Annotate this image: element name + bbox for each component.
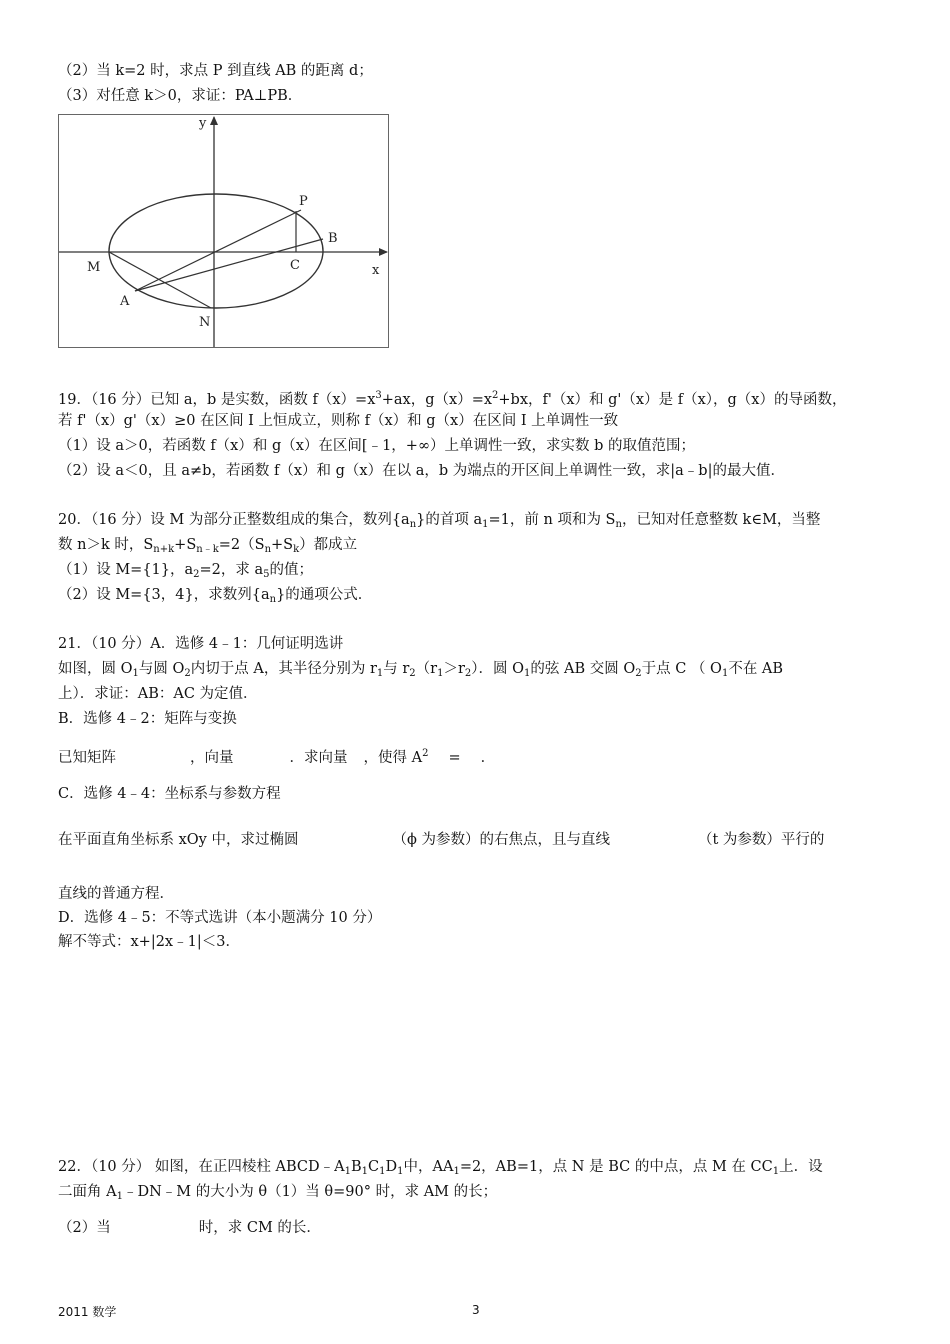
label-P: P [299,194,308,209]
q21-a-line1: 如图，圆 $O_1$与圆 $O_2$内切于点 A，其半径分别为 $r_1$与 $r_2(r_1>r_2)$．圆 $O_1$的弦 AB 交圆 $O_2$于点 C （ $O_1$不在 AB [58,661,784,679]
q21-c-line2: 直线的普通方程． [58,886,174,902]
q21-d-title: D．选修 4﹣5：不等式选讲（本小题满分 10 分） [58,910,382,926]
label-B: B [328,231,338,246]
label-C: C [290,258,300,273]
q21-d-line: 解不等式：x+|2x﹣1|＜3． [58,934,240,950]
label-M: M [87,260,101,275]
q22-line1: 22．（10 分） 如图，在正四棱柱 $ABCD﹣A_1B_1C_1D_1$中，$AA_1=2$，AB=1，点 N 是 BC 的中点，点 M 在 $CC_1$上．设 [58,1159,823,1177]
q19-part2: （2）设 a＜0，且 a≠b，若函数 f（x）和 g（x）在以 a，b 为端点的开区间上单调性一致，求|a﹣b|的最大值． [58,463,785,479]
q18-part2: （2）当 k=2 时，求点 P 到直线 AB 的距离 d； [58,63,373,79]
label-N: N [199,315,211,330]
q19-part1: （1）设 a＞0，若函数 f（x）和 g（x）在区间[﹣1，+∞）上单调性一致，求实数 b 的取值范围； [58,438,696,454]
q21-title: 21．（10 分）A．选修 4﹣1：几何证明选讲 [58,636,344,652]
label-y: y [199,116,207,131]
ellipse-figure [58,114,389,348]
q20-line2: 数 n＞k 时，$S_{n+k}+S_{n﹣k}=2(S_n+S_k)$都成立 [58,537,358,555]
q21-a-line2: 上）．求证：AB：AC 为定值． [58,686,258,702]
label-A: A [120,294,130,309]
q19-line1: 19．（16 分）已知 a，b 是实数，函数 $f(x)=x^3+ax$，$g(x)=x^2+bx$，f'（x）和 g'（x）是 f（x），g（x）的导函数， [58,390,847,408]
q19-line2: 若 f'（x）g'（x）≥0 在区间 I 上恒成立，则称 f（x）和 g（x）在区间 I 上单调性一致 [58,413,619,429]
q22-part2: （2）当 时，求 CM 的长． [58,1220,321,1236]
q20-part1: （1）设 M={1}，$a_2=2$，求 $a_5$的值； [58,562,314,580]
q18-part3: （3）对任意 k＞0，求证：PA⊥PB． [58,88,303,104]
footer-left: 2011 数学 [58,1305,117,1319]
q21-b-title: B．选修 4﹣2：矩阵与变换 [58,711,237,727]
q21-b-line: 已知矩阵 ，向量 ．求向量 ，使得 $A^2$ = ． [58,748,496,766]
q22-line2: 二面角 $A_1﹣DN﹣M$ 的大小为 θ（1）当 θ=90° 时，求 AM 的长； [58,1184,498,1202]
q20-part2: （2）设 M={3，4}，求数列$\{a_n\}$的通项公式． [58,587,373,605]
q21-c-line1: 在平面直角坐标系 xOy 中，求过椭圆 （ϕ 为参数）的右焦点，且与直线 （t 为参数）平行的 [58,832,825,848]
page-number: 3 [472,1303,480,1317]
q20-line1: 20．（16 分）设 M 为部分正整数组成的集合，数列$\{a_n\}$的首项 $a_1=1$，前 n 项和为 $S_n$，已知对任意整数 k∈M，当整 [58,512,821,530]
q21-c-title: C．选修 4﹣4：坐标系与参数方程 [58,786,281,802]
label-x: x [372,263,380,278]
